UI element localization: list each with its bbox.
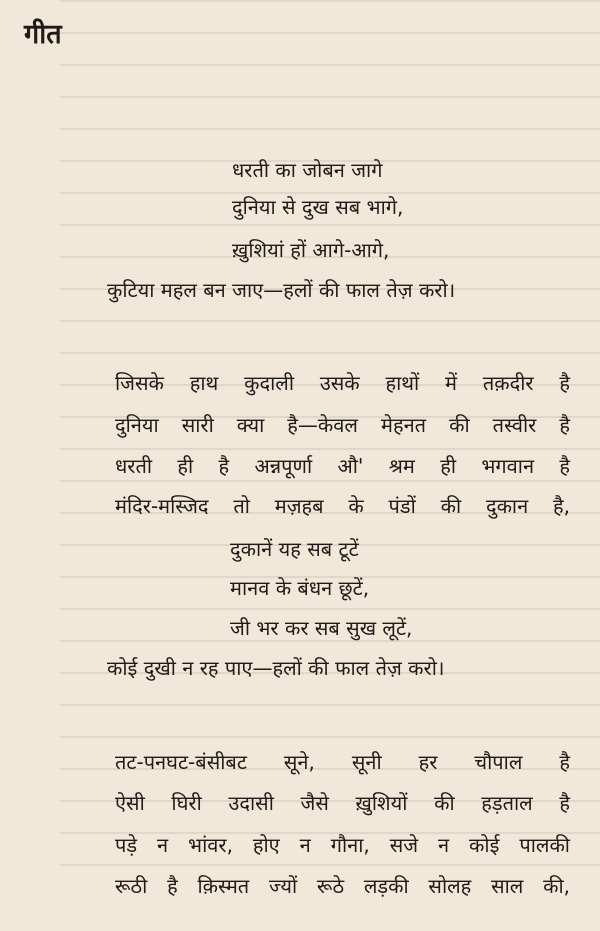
stanza-2-line-3: धरती ही है अन्नपूर्णा औ' श्रम ही भगवान है (115, 454, 570, 478)
stanza-2-line-6: मानव के बंधन छूटें, (230, 576, 370, 600)
stanza-3-line-1: तट-पनघट-बंसीबट सूने, सूनी हर चौपाल है (115, 750, 570, 774)
stanza-2-line-8: कोई दुखी न रह पाए—हलों की फाल तेज़ करो। (107, 656, 445, 680)
stanza-2-line-2: दुनिया सारी क्या है—केवल मेहनत की तस्वीर है (115, 413, 570, 437)
stanza-3-line-4: रूठी है क़िस्मत ज्यों रूठे लड़की सोलह साल की, (115, 874, 570, 898)
stanza-2-line-7: जी भर कर सब सुख लूटें, (230, 616, 413, 640)
stanza-2-line-1: जिसके हाथ कुदाली उसके हाथों में तक़दीर है (115, 371, 570, 395)
stanza-1-line-3: ख़ुशियां हों आगे-आगे, (232, 238, 390, 262)
stanza-1-line-4: कुटिया महल बन जाए—हलों की फाल तेज़ करो। (107, 278, 456, 302)
poem-title: गीत (24, 19, 62, 50)
stanza-2-line-4: मंदिर-मस्जिद तो मज़हब के पंडों की दुकान है, (115, 494, 570, 518)
stanza-1-line-1: धरती का जोबन जागे (232, 158, 383, 182)
stanza-2-line-5: दुकानें यह सब टूटें (230, 537, 359, 561)
stanza-3-line-3: पड़े न भांवर, होए न गौना, सजे न कोई पालकी (115, 833, 570, 857)
stanza-1-line-2: दुनिया से दुख सब भागे, (232, 195, 404, 219)
stanza-3-line-2: ऐसी घिरी उदासी जैसे ख़ुशियों की हड़ताल है (115, 791, 570, 815)
